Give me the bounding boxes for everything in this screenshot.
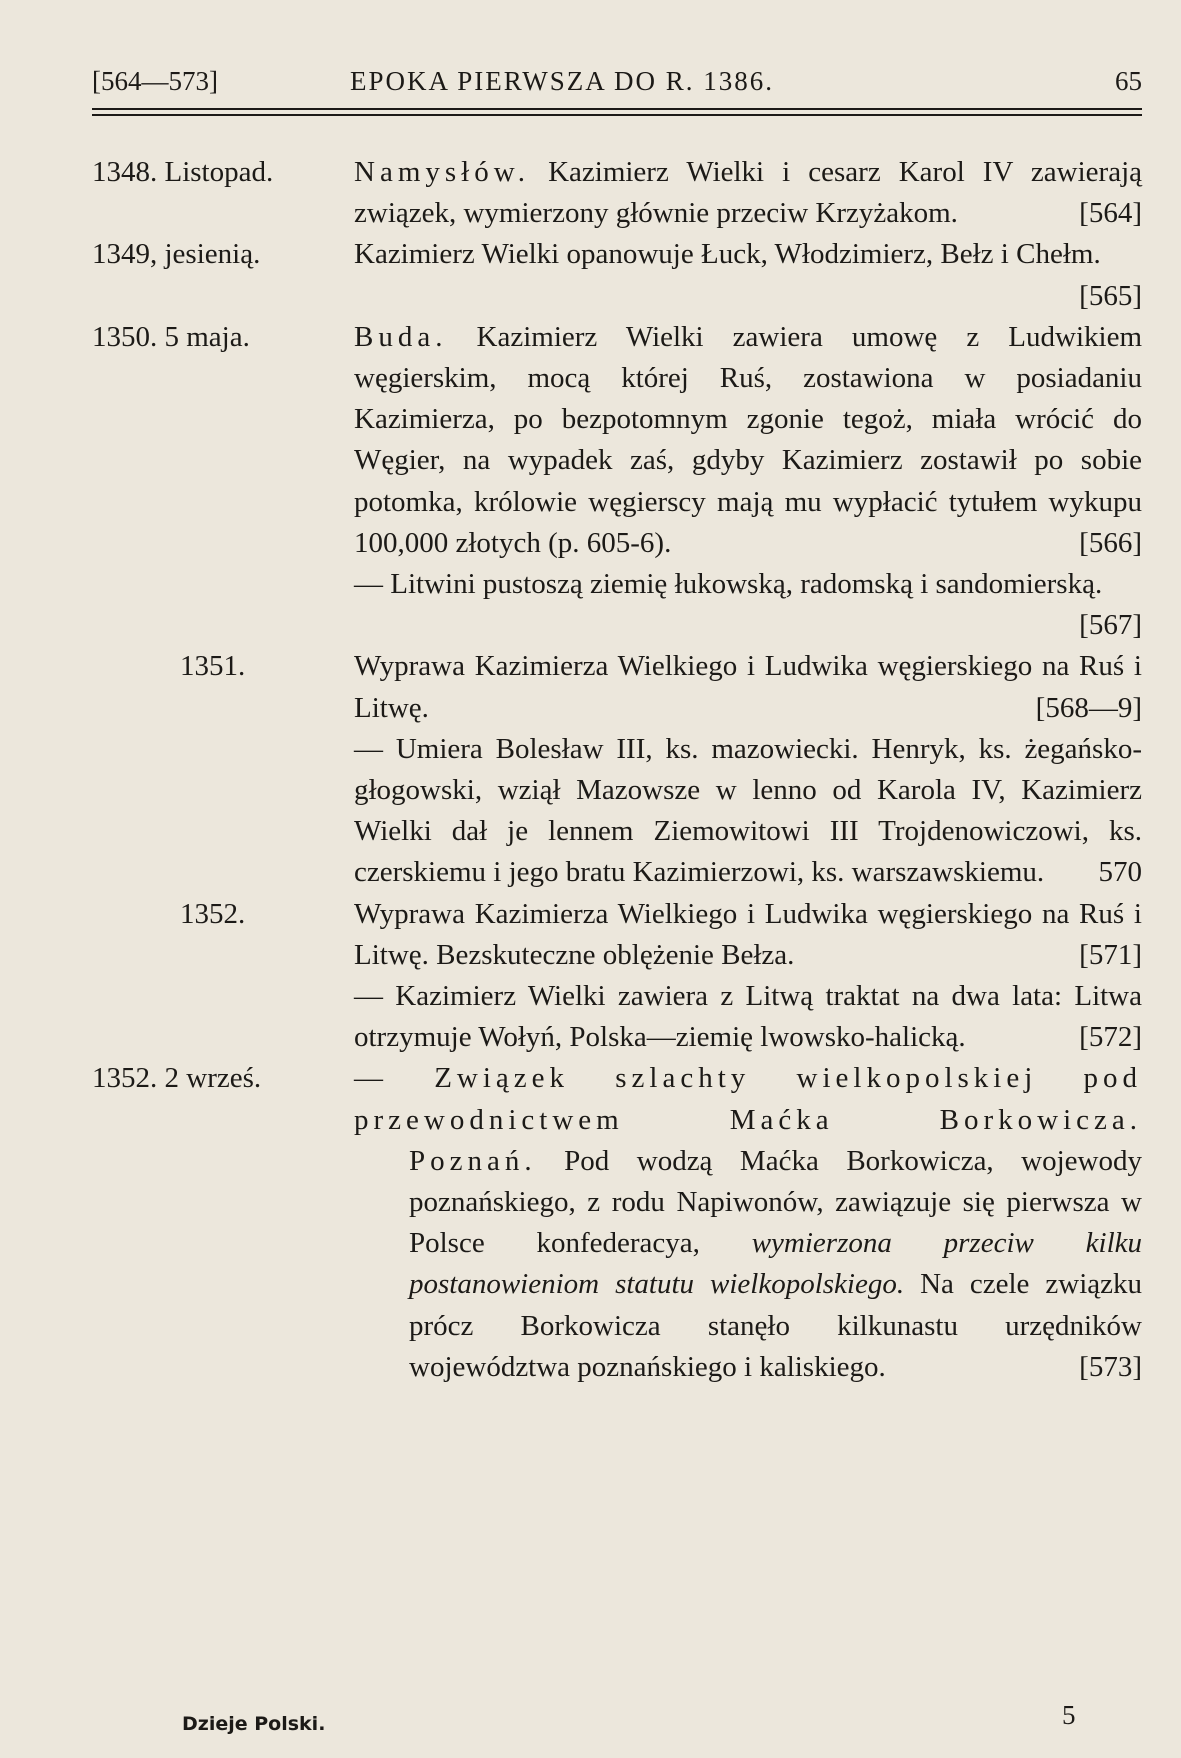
page-number: 65 (1115, 66, 1142, 96)
entry-ref: 570 (1098, 856, 1142, 889)
subentry-text: Poznań. Pod wodzą Maćka Borkowicza, wojewody poznańskiego, z rodu Napiwonów, zawiązuje się pierwsza w Polsce konfederacya, wymierzona przeciw kilku postanowieniom statutu wielkopolskiego. Na czele związku prócz Borkowicza stanęło kilkunastu urzędników województwa poznańskiego i kaliskiego. [573] (354, 1141, 1142, 1388)
entry-1351 (92, 646, 1150, 728)
entry-text: — Kazimierz Wielki zawiera z Litwą traktat na dwa lata: Litwa otrzymuje Wołyń, Polska—ziemię lwowsko-halicką. [572] (354, 976, 1142, 1058)
entry-place: Poznań. (409, 1144, 537, 1177)
footer-sheet-number: 5 (1062, 1700, 1076, 1730)
entry-date: 1352. 2 wrześ. (92, 1062, 262, 1095)
footer-signature: Dzieje Polski. (182, 1713, 326, 1735)
entry-ref: [567] (1079, 609, 1142, 642)
entry-date: 1348. Listopad. (92, 156, 274, 188)
entry-place: Buda. (354, 320, 448, 353)
entry-ref: [565] (1079, 279, 1142, 312)
entry-ref: [564] (1079, 197, 1142, 230)
entry-ref: [571] (1079, 938, 1142, 971)
entry-text: Wyprawa Kazimierza Wielkiego i Ludwika węgierskiego na Ruś i Litwę. Bezskuteczne oblężenie Bełza. [571] (354, 894, 1142, 976)
running-header (92, 66, 1142, 104)
entry-ref: [573] (1079, 1350, 1142, 1383)
entry-date: 1352. (180, 897, 246, 930)
entry-1348 (92, 152, 1150, 234)
entry-boleslaw (92, 729, 1150, 894)
entry-date: 1350. 5 maja. (92, 320, 250, 353)
entry-text: — Umiera Bolesław III, ks. mazowiecki. Henryk, ks. żegańsko-głogowski, wziął Mazowsze w lenno od Karola IV, Kazimierz Wielki dał je lennem Ziemowitowi III Trojdenowiczowi, ks. czerskiemu i jego bratu Kazimierzowi, ks. warszawskiemu. 570 (354, 729, 1142, 894)
entry-ref: [572] (1079, 1021, 1142, 1054)
entry-place: Namysłów. (354, 156, 531, 188)
entry-litwini (92, 564, 1150, 646)
entry-text: Kazimierz Wielki opanowuje Łuck, Włodzimierz, Bełz i Chełm. [565] (354, 234, 1142, 316)
entry-1352 (92, 894, 1150, 976)
entry-1350 (92, 317, 1150, 564)
header-title: EPOKA PIERWSZA DO R. 1386. (350, 66, 775, 96)
header-range: [564—573] (92, 66, 218, 96)
entry-text: Buda. Kazimierz Wielki zawiera umowę z Ludwikiem węgierskim, mocą której Ruś, zostawiona w posiadaniu Kazimierza, po bezpotomnym zgonie tegoż, miała wrócić do Węgier, na wypadek zaś, gdyby Kazimierz zostawił po sobie potomka, królowie węgierscy mają mu wypłacić tytułem wykupu 100,000 złotych (p. 605-6). [566] (354, 317, 1142, 564)
entry-text: Namysłów. Kazimierz Wielki i cesarz Karol IV zawierają związek, wymierzony głównie przeciw Krzyżakom. [564] (354, 152, 1142, 234)
chronology-entries (92, 152, 1150, 1388)
entry-date (92, 729, 354, 894)
entry-date (92, 976, 354, 1058)
entry-ref: [566] (1079, 526, 1142, 559)
entry-date (92, 564, 354, 646)
entry-date: 1349, jesienią. (92, 238, 261, 271)
entry-date: 1351. (180, 650, 246, 683)
header-rule-top (92, 108, 1142, 110)
header-rule-bottom (92, 114, 1142, 116)
entry-1352-wrzesien (92, 1058, 1150, 1140)
entry-1349 (92, 234, 1150, 316)
entry-heading: — Związek szlachty wielkopolskiej pod przewodnictwem Maćka Borkowicza. (354, 1062, 1142, 1136)
entry-text: — Litwini pustoszą ziemię łukowską, radomską i sandomierską. [567] (354, 564, 1142, 646)
entry-traktat (92, 976, 1150, 1058)
entry-poznan (92, 1141, 1150, 1388)
entry-text: Wyprawa Kazimierza Wielkiego i Ludwika węgierskiego na Ruś i Litwę. [568—9] (354, 646, 1142, 728)
entry-ref: [568—9] (1035, 691, 1142, 724)
italic-phrase: wymierzona przeciw kilku postanowieniom statutu wielkopolskiego. (409, 1227, 1142, 1301)
